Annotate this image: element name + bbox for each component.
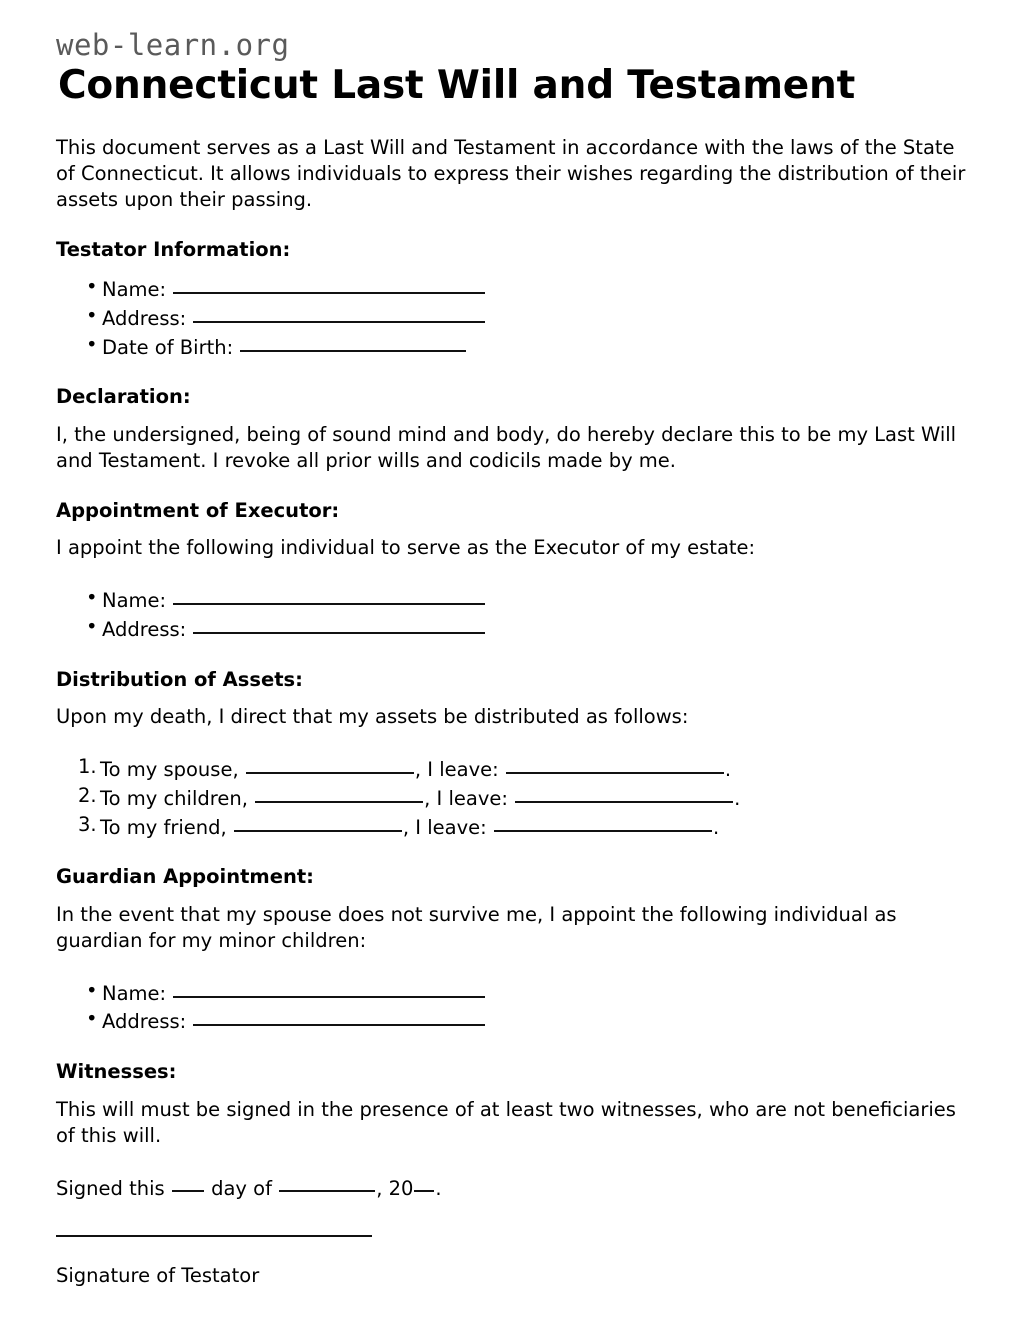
- distribution-end: .: [734, 786, 741, 810]
- list-item: [56, 303, 967, 332]
- distribution-end: .: [724, 757, 732, 781]
- signature-line[interactable]: [56, 1235, 372, 1237]
- fill-in-rule[interactable]: [515, 783, 733, 803]
- distribution-middle: , I leave:: [424, 786, 508, 810]
- field-label-address: Address:: [102, 306, 187, 330]
- signed-prefix: Signed this: [56, 1176, 165, 1200]
- list-item: [56, 812, 967, 841]
- executor-paragraph: I appoint the following individual to serve as the Executor of my estate:: [56, 535, 756, 559]
- field-label-name: Name:: [102, 588, 167, 612]
- list-item: [56, 274, 967, 303]
- fill-in-rule[interactable]: [240, 332, 466, 352]
- fill-in-rule[interactable]: [255, 783, 423, 803]
- list-item: [56, 1006, 967, 1035]
- signed-suffix: .: [435, 1176, 442, 1200]
- fill-in-rule-month[interactable]: [279, 1173, 375, 1193]
- witnesses-paragraph: This will must be signed in the presence of at least two witnesses, who are not beneficiaries of this will.: [56, 1097, 956, 1147]
- list-item: [56, 332, 967, 361]
- heading-witnesses: Witnesses:: [56, 1060, 177, 1084]
- field-label-address: Address:: [102, 1010, 187, 1034]
- intro-paragraph: This document serves as a Last Will and Testament in accordance with the laws of the State of Connecticut. It allows individuals to express their wishes regarding the distribution of their assets upon their passing.: [56, 135, 966, 211]
- executor-field-list: [56, 585, 967, 643]
- fill-in-rule[interactable]: [173, 978, 485, 998]
- fill-in-rule[interactable]: [173, 585, 485, 605]
- signed-mid: day of: [211, 1176, 272, 1200]
- distribution-paragraph: Upon my death, I direct that my assets be distributed as follows:: [56, 704, 689, 728]
- distribution-list: [56, 754, 967, 841]
- heading-declaration: Declaration:: [56, 385, 191, 409]
- fill-in-rule[interactable]: [193, 303, 485, 323]
- distribution-end: .: [712, 815, 720, 839]
- testator-field-list: [56, 274, 967, 361]
- fill-in-rule[interactable]: [193, 1006, 485, 1026]
- guardian-paragraph: In the event that my spouse does not survive me, I appoint the following individual as guardian for my minor children:: [56, 902, 897, 952]
- site-logo: web-learn.org: [56, 28, 290, 62]
- list-item: [56, 978, 967, 1007]
- fill-in-rule[interactable]: [494, 812, 712, 832]
- distribution-middle: , I leave:: [402, 815, 487, 839]
- fill-in-rule-day[interactable]: [172, 1173, 204, 1193]
- fill-in-rule[interactable]: [234, 812, 402, 832]
- fill-in-rule-year[interactable]: [414, 1173, 434, 1193]
- field-label-address: Address:: [102, 617, 187, 641]
- field-label-name: Name:: [102, 981, 167, 1005]
- list-item: [56, 614, 967, 643]
- signed-year-prefix: , 20: [376, 1176, 414, 1200]
- fill-in-rule[interactable]: [193, 614, 485, 634]
- list-item: [56, 585, 967, 614]
- heading-guardian-appointment: Guardian Appointment:: [56, 865, 314, 889]
- heading-appointment-of-executor: Appointment of Executor:: [56, 498, 340, 522]
- distribution-recipient: To my children,: [100, 786, 248, 810]
- list-item: [56, 754, 967, 783]
- fill-in-rule[interactable]: [246, 754, 414, 774]
- signature-caption: Signature of Testator: [56, 1264, 260, 1288]
- heading-distribution-of-assets: Distribution of Assets:: [56, 667, 303, 691]
- fill-in-rule[interactable]: [506, 754, 724, 774]
- distribution-middle: , I leave:: [414, 757, 499, 781]
- declaration-paragraph: I, the undersigned, being of sound mind and body, do hereby declare this to be my Last Will and Testament. I revoke all prior wills and codicils made by me.: [56, 422, 957, 472]
- distribution-recipient: To my spouse,: [100, 757, 239, 781]
- heading-testator-information: Testator Information:: [56, 237, 291, 261]
- list-item: [56, 783, 967, 812]
- fill-in-rule[interactable]: [173, 274, 485, 294]
- guardian-field-list: [56, 978, 967, 1036]
- field-label-name: Name:: [102, 277, 167, 301]
- field-label-date-of-birth: Date of Birth:: [102, 335, 234, 359]
- signed-date-line: [56, 1173, 967, 1202]
- page-title: Connecticut Last Will and Testament: [58, 62, 856, 108]
- distribution-recipient: To my friend,: [100, 815, 227, 839]
